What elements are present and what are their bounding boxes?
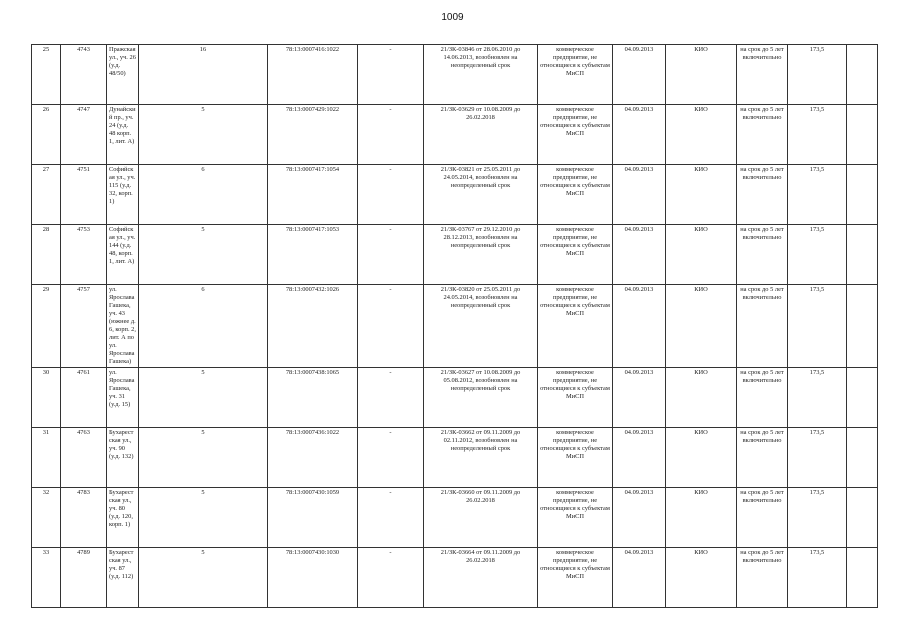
cell-cadastral-number: 78:13:0007430:1059 xyxy=(268,488,358,548)
cell-empty-mark: - xyxy=(358,105,424,165)
cell-cadastral-number: 78:13:0007430:1030 xyxy=(268,548,358,608)
cell-address: Софийская ул., уч. 115 (у.д. 32, корп. 1) xyxy=(107,165,139,225)
table-row xyxy=(32,105,878,165)
cell-object-id: 4783 xyxy=(61,488,107,548)
cell-value: 173,5 xyxy=(788,428,847,488)
cell-cadastral-number: 78:13:0007436:1022 xyxy=(268,428,358,488)
cell-empty-cell xyxy=(847,45,878,105)
cell-object-id: 4751 xyxy=(61,165,107,225)
cell-contract: 21/ЗК-03846 от 28.06.2010 до 14.06.2013, возобновлен на неопределенный срок xyxy=(424,45,538,105)
cell-area: 5 xyxy=(139,105,268,165)
cell-value: 173,5 xyxy=(788,488,847,548)
cell-lease-term: на срок до 5 лет включительно xyxy=(737,488,788,548)
cell-empty-cell xyxy=(847,548,878,608)
cell-value: 173,5 xyxy=(788,105,847,165)
cell-contract: 21/ЗК-03629 от 10.08.2009 до 26.02.2018 xyxy=(424,105,538,165)
cell-area: 16 xyxy=(139,45,268,105)
cell-object-id: 4747 xyxy=(61,105,107,165)
table-row xyxy=(32,45,878,105)
registry-table xyxy=(31,44,878,608)
cell-cadastral-number: 78:13:0007438:1065 xyxy=(268,368,358,428)
cell-authority: КИО xyxy=(666,548,737,608)
cell-organization-type: коммерческое предприятие, не относящиеся к субъектам МиСП xyxy=(538,225,613,285)
cell-row-number: 27 xyxy=(32,165,61,225)
cell-lease-term: на срок до 5 лет включительно xyxy=(737,225,788,285)
cell-area: 6 xyxy=(139,285,268,368)
cell-decision-date: 04.09.2013 xyxy=(613,285,666,368)
cell-authority: КИО xyxy=(666,225,737,285)
table-row xyxy=(32,165,878,225)
cell-organization-type: коммерческое предприятие, не относящиеся к субъектам МиСП xyxy=(538,548,613,608)
cell-empty-mark: - xyxy=(358,488,424,548)
cell-organization-type: коммерческое предприятие, не относящиеся к субъектам МиСП xyxy=(538,428,613,488)
cell-address: Пражская ул., уч. 26 (у.д. 48/50) xyxy=(107,45,139,105)
cell-value: 173,5 xyxy=(788,45,847,105)
cell-decision-date: 04.09.2013 xyxy=(613,548,666,608)
cell-area: 5 xyxy=(139,488,268,548)
cell-object-id: 4757 xyxy=(61,285,107,368)
cell-area: 6 xyxy=(139,165,268,225)
cell-row-number: 25 xyxy=(32,45,61,105)
cell-cadastral-number: 78:13:0007432:1026 xyxy=(268,285,358,368)
cell-cadastral-number: 78:13:0007429:1022 xyxy=(268,105,358,165)
cell-contract: 21/ЗК-03662 от 09.11.2009 до 02.11.2012, возобновлен на неопределенный срок xyxy=(424,428,538,488)
cell-row-number: 31 xyxy=(32,428,61,488)
cell-area: 5 xyxy=(139,428,268,488)
cell-empty-mark: - xyxy=(358,428,424,488)
cell-authority: КИО xyxy=(666,45,737,105)
cell-address: ул. Ярослава Гашека, уч. 43 (южнее д. 6, корп. 2, лит. А по ул. Ярослава Гашека) xyxy=(107,285,139,368)
cell-empty-cell xyxy=(847,368,878,428)
cell-lease-term: на срок до 5 лет включительно xyxy=(737,428,788,488)
cell-area: 5 xyxy=(139,225,268,285)
cell-empty-cell xyxy=(847,225,878,285)
cell-empty-mark: - xyxy=(358,225,424,285)
cell-empty-cell xyxy=(847,428,878,488)
cell-address: Дунайский пр., уч. 24 (у.д. 48 корп. 1, лит. А) xyxy=(107,105,139,165)
cell-authority: КИО xyxy=(666,105,737,165)
cell-contract: 21/ЗК-03821 от 25.05.2011 до 24.05.2014, возобновлен на неопределенный срок xyxy=(424,165,538,225)
cell-address: Бухарестская ул., уч. 90 (у.д. 132) xyxy=(107,428,139,488)
cell-lease-term: на срок до 5 лет включительно xyxy=(737,45,788,105)
cell-contract: 21/ЗК-03664 от 09.11.2009 до 26.02.2018 xyxy=(424,548,538,608)
cell-organization-type: коммерческое предприятие, не относящиеся к субъектам МиСП xyxy=(538,165,613,225)
table-row xyxy=(32,225,878,285)
cell-decision-date: 04.09.2013 xyxy=(613,225,666,285)
table-body xyxy=(32,45,878,608)
cell-object-id: 4743 xyxy=(61,45,107,105)
cell-decision-date: 04.09.2013 xyxy=(613,45,666,105)
cell-cadastral-number: 78:13:0007417:1053 xyxy=(268,225,358,285)
cell-empty-mark: - xyxy=(358,368,424,428)
cell-lease-term: на срок до 5 лет включительно xyxy=(737,105,788,165)
cell-row-number: 33 xyxy=(32,548,61,608)
cell-empty-mark: - xyxy=(358,548,424,608)
cell-object-id: 4763 xyxy=(61,428,107,488)
cell-contract: 21/ЗК-03767 от 29.12.2010 до 28.12.2013, возобновлен на неопределенный срок xyxy=(424,225,538,285)
table-row xyxy=(32,428,878,488)
cell-object-id: 4761 xyxy=(61,368,107,428)
cell-organization-type: коммерческое предприятие, не относящиеся к субъектам МиСП xyxy=(538,45,613,105)
cell-lease-term: на срок до 5 лет включительно xyxy=(737,165,788,225)
cell-area: 5 xyxy=(139,368,268,428)
cell-decision-date: 04.09.2013 xyxy=(613,105,666,165)
cell-empty-cell xyxy=(847,285,878,368)
cell-decision-date: 04.09.2013 xyxy=(613,428,666,488)
cell-address: Бухарестская ул., уч. 80 (у.д. 120, корп. 1) xyxy=(107,488,139,548)
cell-row-number: 28 xyxy=(32,225,61,285)
table-row xyxy=(32,548,878,608)
cell-value: 173,5 xyxy=(788,285,847,368)
cell-row-number: 32 xyxy=(32,488,61,548)
cell-empty-cell xyxy=(847,105,878,165)
cell-value: 173,5 xyxy=(788,368,847,428)
cell-empty-mark: - xyxy=(358,165,424,225)
cell-lease-term: на срок до 5 лет включительно xyxy=(737,548,788,608)
cell-lease-term: на срок до 5 лет включительно xyxy=(737,368,788,428)
cell-organization-type: коммерческое предприятие, не относящиеся к субъектам МиСП xyxy=(538,488,613,548)
table-row xyxy=(32,488,878,548)
cell-row-number: 30 xyxy=(32,368,61,428)
cell-authority: КИО xyxy=(666,285,737,368)
cell-empty-cell xyxy=(847,165,878,225)
table-row xyxy=(32,285,878,368)
cell-cadastral-number: 78:13:0007416:1022 xyxy=(268,45,358,105)
cell-address: Софийская ул., уч. 144 (у.д. 48, корп. 1, лит. А) xyxy=(107,225,139,285)
cell-object-id: 4789 xyxy=(61,548,107,608)
cell-area: 5 xyxy=(139,548,268,608)
cell-organization-type: коммерческое предприятие, не относящиеся к субъектам МиСП xyxy=(538,105,613,165)
cell-value: 173,5 xyxy=(788,165,847,225)
cell-authority: КИО xyxy=(666,165,737,225)
cell-value: 173,5 xyxy=(788,548,847,608)
cell-contract: 21/ЗК-03627 от 10.08.2009 до 05.08.2012, возобновлен на неопределенный срок xyxy=(424,368,538,428)
cell-empty-cell xyxy=(847,488,878,548)
cell-contract: 21/ЗК-03660 от 09.11.2009 до 26.02.2018 xyxy=(424,488,538,548)
cell-row-number: 29 xyxy=(32,285,61,368)
cell-address: Бухарестская ул., уч. 87 (у.д. 112) xyxy=(107,548,139,608)
page-number: 1009 xyxy=(441,12,464,23)
cell-decision-date: 04.09.2013 xyxy=(613,368,666,428)
cell-contract: 21/ЗК-03820 от 25.05.2011 до 24.05.2014, возобновлен на неопределенный срок xyxy=(424,285,538,368)
cell-authority: КИО xyxy=(666,488,737,548)
table-row xyxy=(32,368,878,428)
cell-decision-date: 04.09.2013 xyxy=(613,165,666,225)
cell-lease-term: на срок до 5 лет включительно xyxy=(737,285,788,368)
cell-decision-date: 04.09.2013 xyxy=(613,488,666,548)
cell-cadastral-number: 78:13:0007417:1054 xyxy=(268,165,358,225)
cell-address: ул. Ярослава Гашека, уч. 31 (у.д. 15) xyxy=(107,368,139,428)
cell-authority: КИО xyxy=(666,428,737,488)
cell-empty-mark: - xyxy=(358,45,424,105)
cell-empty-mark: - xyxy=(358,285,424,368)
cell-value: 173,5 xyxy=(788,225,847,285)
cell-authority: КИО xyxy=(666,368,737,428)
cell-row-number: 26 xyxy=(32,105,61,165)
cell-organization-type: коммерческое предприятие, не относящиеся к субъектам МиСП xyxy=(538,285,613,368)
cell-organization-type: коммерческое предприятие, не относящиеся к субъектам МиСП xyxy=(538,368,613,428)
cell-object-id: 4753 xyxy=(61,225,107,285)
